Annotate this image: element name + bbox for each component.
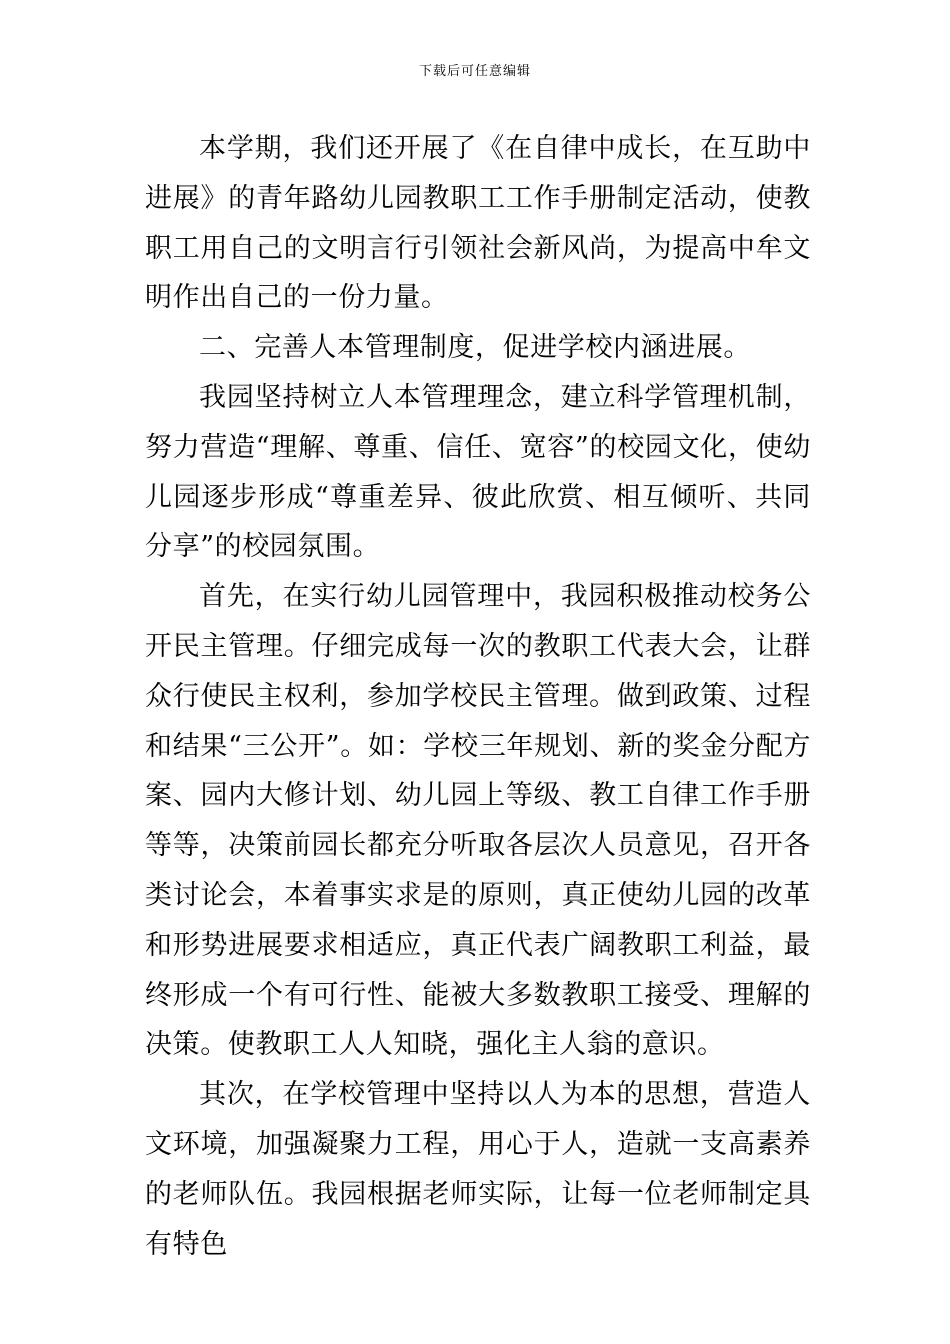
section-heading: 二、完善人本管理制度，促进学校内涵进展。	[199, 332, 751, 364]
header-note: 下载后可任意编辑	[418, 64, 531, 79]
paragraph-3: 首先，在实行幼儿园管理中，我园积极推动校务公开民主管理。仔细完成每一次的教职工代表大会，让群众行使民主权利，参加学校民主管理。做到政策、过程和结果“三公开”。如：学校三年规划、新的奖金分配方案、园内大修计划、幼儿园上等级、教工自律工作手册等等，决策前园长都充分听取各层次人员意见，召开各类讨论会，本着事实求是的原则，真正使幼儿园的改革和形势进展要求相适应，真正代表广阔教职工利益，最终形成一个有可行性、能被大多数教职工接受、理解的决策。使教职工人人知晓，强化主人翁的意识。	[145, 581, 811, 1061]
document-body	[145, 124, 811, 1269]
paragraph-4: 其次，在学校管理中坚持以人为本的思想，营造人文环境，加强凝聚力工程，用心于人，造就一支高素养的老师队伍。我园根据老师实际，让每一位老师制定具有特色	[145, 1079, 811, 1260]
paragraph-1: 本学期，我们还开展了《在自律中成长，在互助中进展》的青年路幼儿园教职工工作手册制定活动，使教职工用自己的文明言行引领社会新风尚，为提高中牟文明作出自己的一份力量。	[145, 133, 811, 314]
paragraph-2: 我园坚持树立人本管理理念，建立科学管理机制，努力营造“理解、尊重、信任、宽容”的校园文化，使幼儿园逐步形成“尊重差异、彼此欣赏、相互倾听、共同分享”的校园氛围。	[145, 381, 811, 563]
